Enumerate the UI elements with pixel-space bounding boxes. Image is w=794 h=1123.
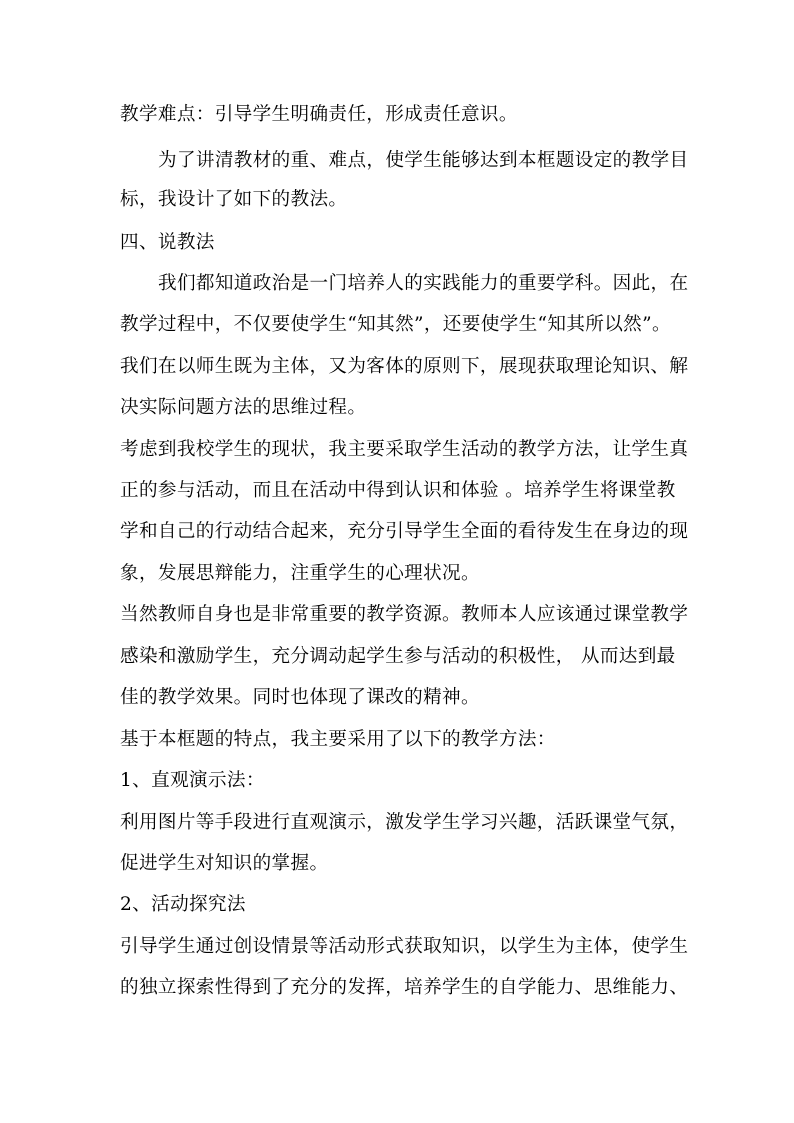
text-line: 正的参与活动，而且在活动中得到认识和体验 。培养学生将课堂教	[120, 480, 676, 501]
text-line: 促进学生对知识的掌握。	[120, 853, 329, 874]
list-heading: 1、直观演示法：	[120, 770, 265, 791]
text-line: 当然教师自身也是非常重要的教学资源。教师本人应该通过课堂教学	[120, 604, 689, 625]
text-line: 佳的教学效果。同时也体现了课改的精神。	[120, 687, 480, 708]
text-line: 我们在以师生既为主体，又为客体的原则下，展现获取理论知识、解	[120, 356, 689, 377]
text-line: 标，我设计了如下的教法。	[120, 189, 348, 210]
text-line: 我们都知道政治是一门培养人的实践能力的重要学科。因此，在	[158, 273, 689, 294]
text-line: 决实际问题方法的思维过程。	[120, 397, 367, 418]
text-line: 考虑到我校学生的现状，我主要采取学生活动的教学方法，让学生真	[120, 439, 689, 460]
text-line: 教学难点：引导学生明确责任，形成责任意识。	[120, 104, 518, 125]
text-line: 学和自己的行动结合起来，充分引导学生全面的看待发生在身边的现	[120, 521, 689, 542]
list-heading: 2、活动探究法	[120, 894, 246, 915]
text-line: 教学过程中，不仅要使学生“知其然”，还要使学生“知其所以然”。	[120, 314, 671, 335]
text-line: 的独立探索性得到了充分的发挥，培养学生的自学能力、思维能力、	[120, 977, 689, 998]
text-line: 感染和激励学生，充分调动起学生参与活动的积极性， 从而达到最	[120, 646, 676, 667]
section-heading: 四、说教法	[120, 232, 215, 253]
text-line: 为了讲清教材的重、难点，使学生能够达到本框题设定的教学目	[158, 150, 689, 171]
text-line: 象，发展思辩能力，注重学生的心理状况。	[120, 563, 480, 584]
text-line: 引导学生通过创设情景等活动形式获取知识，以学生为主体，使学生	[120, 936, 689, 957]
text-line: 利用图片等手段进行直观演示，激发学生学习兴趣，活跃课堂气氛，	[120, 812, 689, 833]
text-line: 基于本框题的特点，我主要采用了以下的教学方法：	[120, 729, 556, 750]
